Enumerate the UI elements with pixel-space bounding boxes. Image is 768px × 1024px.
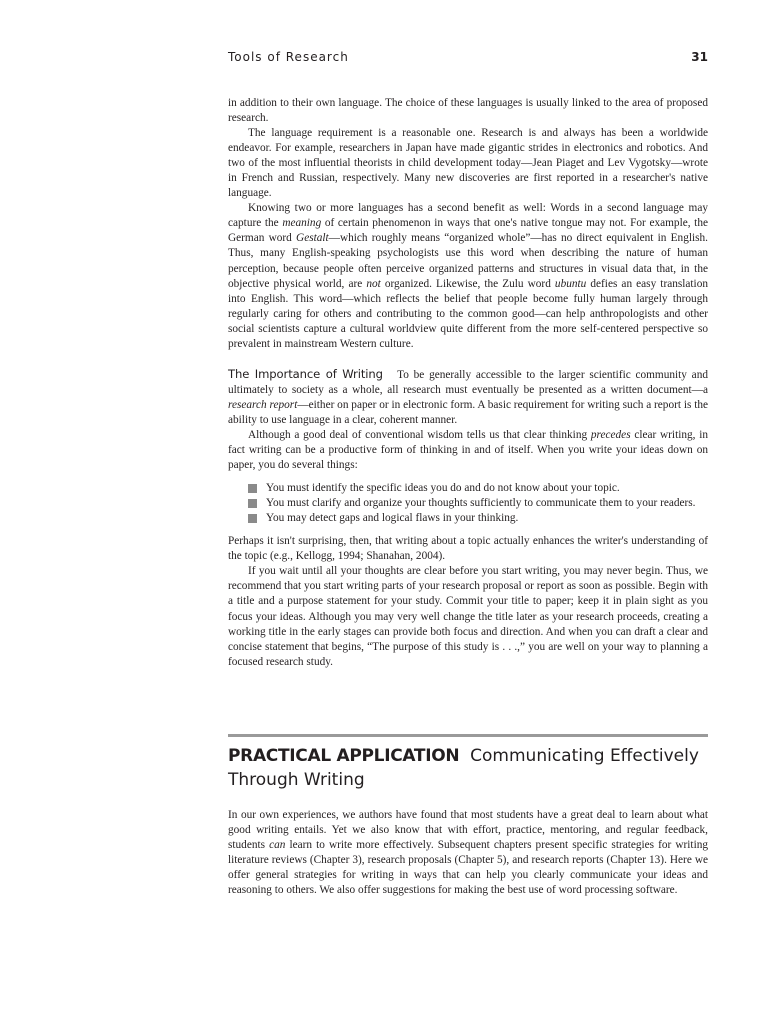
list-item — [248, 496, 708, 511]
paragraph-3 — [228, 201, 708, 351]
section-text — [228, 808, 708, 898]
subhead-importance-of-writing: The Importance of Writing — [228, 366, 383, 381]
section-title: Communicating Effectively Through Writing — [228, 746, 699, 790]
paragraph-7: If you wait until all your thoughts are clear before you start writing, you may never begin. Thus, we recommend that you start writing parts of your research proposal or report as soon as possible. Begin with a title and a purpose statement for your study. Commit your title to paper; keep it in plain sight as you focus your ideas. Although you may very well change the title later as your research proceeds, creating a working title in the early stages can provide both focus and direction. And when you can draft a clear and concise statement that begins, “The purpose of this study is . . .,” you are well on your way to planning a focused research study. — [228, 565, 708, 668]
emphasis-meaning: meaning — [282, 217, 322, 230]
text-run: clear writing, in fact writing can be a productive form of thinking in and of itself. When you write your ideas down on paper, you do several things: — [228, 428, 708, 472]
main-text — [228, 96, 708, 670]
bullet-list — [248, 481, 708, 526]
list-item-text: You may detect gaps and logical flaws in your thinking. — [266, 512, 519, 525]
text-run: To be generally accessible to the larger scientific community and ultimately to society as a whole, all research must eventually be presented as a written document—a — [228, 368, 708, 396]
text-run: organized. Likewise, the Zulu word — [380, 277, 555, 290]
text-run: of certain phenomenon in ways that one's native tongue may not. For example, the German word — [228, 217, 708, 245]
text-run: Although a good deal of conventional wisdom tells us that clear thinking — [248, 428, 591, 441]
emphasis-precedes: precedes — [590, 428, 631, 441]
emphasis-can: can — [269, 839, 286, 852]
text-run: learn to write more effectively. Subsequent chapters present specific strategies for writing literature reviews (Chapter 3), research proposals (Chapter 5), and research reports (Chapter 13). Here we offer general strategies for writing in ways that can help you clearly communicate your ideas and reasoning to others. We also offer suggestions for making the best use of word processing software. — [228, 839, 709, 897]
paragraph-6: Perhaps it isn't surprising, then, that writing about a topic actually enhances the writer's understanding of the topic (e.g., Kellogg, 1994; Shanahan, 2004). — [228, 535, 708, 563]
section-divider — [228, 734, 708, 737]
list-item-text: You must identify the specific ideas you do and do not know about your topic. — [266, 482, 620, 495]
text-run: defies an easy translation into English. This word—which reflects the belief that people become fully human largely through regularly caring for others and contributing to the common good—can help anthropologists and other social scientists capture a cultural worldview quite different from the more self-centered perspective so prevalent in mainstream Western culture. — [228, 277, 708, 350]
paragraph-5 — [228, 428, 708, 473]
text-run: In our own experiences, we authors have found that most students have a great deal to learn about what good writing entails. Yet we also know that with effort, practice, mentoring, and regular feedback, students — [228, 809, 708, 852]
paragraph-4 — [228, 367, 708, 428]
square-bullet-icon — [248, 484, 257, 493]
emphasis-not: not — [366, 277, 381, 290]
section-heading — [228, 744, 708, 792]
square-bullet-icon — [248, 499, 257, 508]
text-run: Knowing two or more languages has a second benefit as well: Words in a second language may capture the — [228, 202, 708, 230]
text-run: —either on paper or in electronic form. A basic requirement for writing such a report is the ability to use language in a clear, coherent manner. — [228, 398, 708, 426]
list-item-text: You must clarify and organize your thoughts sufficiently to communicate them to your readers. — [266, 497, 696, 510]
square-bullet-icon — [248, 514, 257, 523]
list-item — [248, 481, 708, 496]
emphasis-research-report: research report — [228, 398, 298, 411]
page-header — [228, 50, 708, 66]
paragraph-1: in addition to their own language. The choice of these languages is usually linked to the area of proposed research. — [228, 97, 708, 125]
page-number: 31 — [691, 50, 708, 64]
text-run: —which roughly means “organized whole”—has no direct equivalent in English. Thus, many English-speaking psychologists use this word when describing the nature of human perception, because people often perceive organized patterns and structures in visual data that, in the objective physical world, are — [228, 232, 708, 290]
list-item — [248, 511, 708, 526]
running-head: Tools of Research — [228, 50, 349, 64]
paragraph-2: The language requirement is a reasonable one. Research is and always has been a worldwide endeavor. For example, researchers in Japan have made gigantic strides in electronics and robotics. And two of the most influential theorists in child development today—Jean Piaget and Lev Vygotsky—wrote in French and Russian, respectively. Many new discoveries are first reported in a researcher's native language. — [228, 127, 708, 200]
emphasis-ubuntu: ubuntu — [554, 277, 587, 290]
paragraph-8 — [228, 808, 708, 898]
section-label: PRACTICAL APPLICATION — [228, 746, 460, 766]
emphasis-gestalt: Gestalt — [296, 232, 329, 245]
